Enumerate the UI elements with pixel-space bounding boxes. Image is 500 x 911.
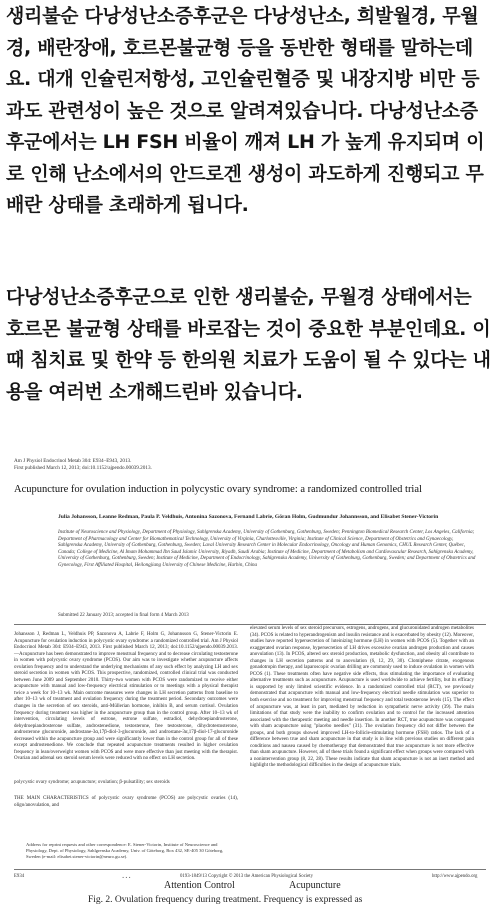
label-acupuncture: Acupuncture (289, 880, 341, 891)
paper-title: Acupuncture for ovulation induction in polycystic ovary syndrome: a randomized controlled trial (14, 484, 422, 495)
paper-keywords: polycystic ovary syndrome; acupuncture; ovulation; β-pulsatility; sex steroids (14, 780, 170, 785)
blog-paragraph-2: 다낭성난소증후군으로 인한 생리불순, 무월경 상태에서는 호르몬 불균형 상태를 바로잡는 것이 중요한 부분인데요. 이때 침치료 및 한약 등 한의원 치료가 도움이 될 수 있다는 내용을 여러번 소개해드린바 있습니다. (6, 286, 491, 403)
abstract-right-column: elevated serum levels of sex steroid precursors, estrogens, androgens, and glucuronidated androgen metabolites (34). PCOS is related to hyperandrogenism and insulin resistance and is exacerbated by obesity (12). Moreover, studies have reported hypersecretion of luteinizing hormone (LH) in women with PCOS (5). Together with an exaggerated ovarian response, hypersecretion of LH drives excessive ovarian androgen production and causes anovulation (13). In PCOS, altered sex steroid production, metabolic dysfunction, and obesity all contribute to changes in LH secretion patterns and to anovulation (6, 12, 29, 30). Clomiphene citrate, exogenous gonadotropin therapy, and laparoscopic ovarian drilling are commonly used to induce ovulation in women with PCOS (1). These treatments often have negative side effects, thus stimulating the importance of evaluating alternative treatments such as acupuncture. Acupuncture is used worldwide to achieve fertility, but its efficacy is supported by only limited scientific evidence. In a randomized controlled trial (RCT), we previously demonstrated that acupuncture with manual and low-frequency electrical needle stimulation was superior to both exercise and no treatment for improving menstrual frequency and total testosterone levels (15). The effect of acupuncture was, at least in part, mediated by reduction in sympathetic nerve activity (39). The main limitations of that study were the inability to confirm ovulation and to control for the increased attention associated with the therapeutic meeting and needle insertion. In another RCT, true acupuncture was compared with sham acupuncture using "placebo needles" (31). The ovulation frequency did not differ between the groups, and both groups showed improved LH-to-follicle-stimulating hormone (FSH) ratios. The lack of a difference between true and sham acupuncture in that study is in line with previous studies on different pain conditions and nausea caused by chemotherapy that demonstrated that true acupuncture is not more effective than sham acupuncture. However, all of these trials found a significant effect when groups were compared with a nonintervention group (8, 22, 28). These results indicate that sham acupuncture is not an inert method and highlight the methodological difficulties in the design of acupuncture trials. (250, 626, 474, 769)
figure-caption: Fig. 2. Ovulation frequency during treatment. Frequency is expressed as (88, 895, 363, 905)
divider (14, 624, 486, 625)
blog-paragraph-1: 생리불순 다낭성난소증후군은 다낭성난소, 희발월경, 무월경, 배란장애, 호르몬불균형 등을 동반한 형태를 말하는데요. 대개 인슐린저항성, 고인슐린혈증 및 내장지방 비만 등과도 관련성이 높은 것으로 알려져있습니다. 다낭성난소증후군에서는 LH FSH 비율이 깨져 LH 가 높게 유지되며 이로 인해 난소에서의 안드로겐 생성이 과도하게 진행되고 무배란 상태를 초래하게 됩니다. (6, 5, 485, 216)
paper-authors: Julia Johansson, Leanne Redman, Paula P. Veldhuis, Antonina Sazonova, Fernand Labrie, Göran Holm, Gudmundur Johannsson, and Elisabet Stener-Victorin (58, 514, 439, 520)
footer-page-number: E934 (14, 874, 25, 879)
paper-intro: THE MAIN CHARACTERISTICS of polycystic ovary syndrome (PCOS) are polycystic ovaries (14), oligo/anovulation, and (14, 796, 238, 808)
paper-submitted-date: Submitted 22 January 2013; accepted in final form 4 March 2013 (58, 613, 189, 618)
footer-copyright: 0193-1849/13 Copyright © 2013 the American Physiological Society (180, 874, 314, 879)
journal-line-1: Am J Physiol Endocrinol Metab 304: E934–E943, 2013. (14, 458, 132, 464)
paper-affiliations: Institute of Neuroscience and Physiology, Department of Physiology, Sahlgrenska Academy, University of Gothenburg, Gothenburg, Sweden; Pennington Biomedical Research Center, Los Angeles, California; Department of Pharmacology and Center for Biomathematical Technology, University of Virginia, Charlottesville, Virginia; Institute of Clinical Science, Department of Obstetrics and Gynaecology, Sahlgrenska Academy, University of Gothenburg, Gothenburg, Sweden; Laval University Research Center in Molecular Endocrinology, Oncology and Human Genomics, CHUL Research Center, Québec, Canada; College of Medicine, Al Imam Mohammad Ibn Saud Islamic University, Riyadh, Saudi Arabia; Institute of Medicine, Department of Metabolism and Cardiovascular Research, Sahlgrenska Academy, University of Gothenburg, Gothenburg, Sweden; Institute of Medicine, Department of Endocrinology, Sahlgrenska Academy, University of Gothenburg, Gothenburg, Sweden; and Department of Obstetrics and Gynecology, First Affiliated Hospital, Heilongjiang University of Chinese Medicine, Harbin, China (58, 530, 476, 568)
journal-header (14, 458, 152, 472)
label-attention-control: Attention Control (164, 880, 235, 891)
ellipsis: ... (122, 870, 132, 880)
figure-caption-area (0, 868, 500, 911)
paper-address-footnote: Address for reprint requests and other correspondence: E. Stener-Victorin, Institute of Neuroscience and Physiology, Dept. of Physiology, Sahlgrenska Academy, Univ. of Göteborg, Box 432, SE-405 30 Göteborg, Sweden (e-mail: elisabet.stener-victorin@neuro.gu.se). (26, 842, 224, 859)
journal-line-2: First published March 12, 2013; doi:10.1152/ajpendo.00039.2013. (14, 465, 152, 471)
paper-image (0, 450, 500, 911)
footer-url: http://www.ajpendo.org (432, 874, 478, 879)
abstract-left-column: Johansson J, Redman L, Veldhuis PP, Sazonova A, Labrie F, Holm G, Johannsson G, Stener-Victorin E. Acupuncture for ovulation induction in polycystic ovary syndrome: a randomized controlled trial. Am J Physiol Endocrinol Metab 304: E934–E943, 2013. First published March 12, 2013; doi:10.1152/ajpendo.00039.2013.—Acupuncture has been demonstrated to improve menstrual frequency and to decrease circulating testosterone in women with polycystic ovary syndrome (PCOS). Our aim was to investigate whether acupuncture affects ovulation frequency and to understand the underlying mechanisms of any such effect by analyzing LH and sex steroid secretion in women with PCOS. This prospective, randomized, controlled clinical trial was conducted between June 2009 and September 2010. Thirty-two women with PCOS were randomized to receive either acupuncture with manual and low-frequency electrical stimulation or to meetings with a physical therapist twice a week for 10–13 wk. Main outcome measures were changes in LH secretion patterns from baseline to after 10–13 wk of treatment and ovulation frequency during the treatment period. Secondary outcomes were changes in the secretion of sex steroids, anti-Müllerian hormone, inhibin B, and serum cortisol. Ovulation frequency during treatment was higher in the acupuncture group than in the control group. After 10–13 wk of intervention, circulating levels of estrone, estrone sulfate, estradiol, dehydroepiandrosterone, dehydroepiandrosterone sulfate, androstenedione, testosterone, free testosterone, dihydrotestosterone, androsterone glucuronide, androstane-3α,17β-diol-3-glucuronide, and androstane-3α,17β-diol-17-glucuronide decreased within the acupuncture group and were significantly lower than in the control group for all of these except androstenedione. We conclude that repeated acupuncture treatments resulted in higher ovulation frequency in lean/overweight women with PCOS and were more effective than just meeting with the therapist. Ovarian and adrenal sex steroid serum levels were reduced with no effect on LH secretion. (14, 632, 238, 762)
